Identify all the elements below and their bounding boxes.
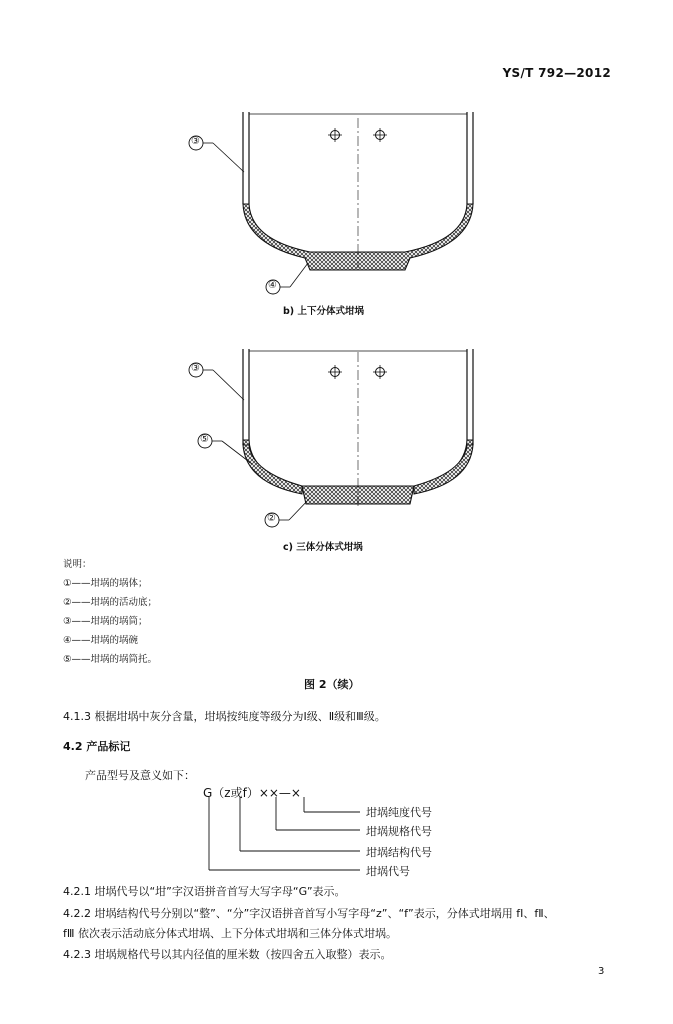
callout-c-support: ⑤	[200, 434, 209, 445]
legend-item: ①——坩埚的埚体；	[63, 578, 148, 589]
page-number: 3	[598, 966, 605, 977]
legend-item: ②——坩埚的活动底；	[63, 597, 158, 608]
figure-title: 图 2（续）	[304, 678, 360, 691]
legend-item: ⑤——坩埚的埚筒托。	[63, 654, 158, 665]
clause-4-2-2-line2: fⅢ 依次表示活动底分体式坩埚、上下分体式坩埚和三体分体式坩埚。	[63, 927, 397, 940]
model-label-crucible: 坩埚代号	[366, 865, 410, 878]
legend-title: 说明：	[63, 559, 92, 570]
legend-item: ④——坩埚的埚碗	[63, 635, 139, 646]
model-code-diagram	[209, 797, 360, 870]
clause-4-2-1: 4.2.1 坩埚代号以“坩”字汉语拼音首写大写字母“G”表示。	[63, 885, 346, 898]
callout-c-body: ③	[191, 363, 200, 374]
model-label-structure: 坩埚结构代号	[366, 846, 432, 859]
figure-b-caption: b) 上下分体式坩埚	[283, 306, 364, 317]
legend-item: ③——坩埚的埚筒；	[63, 616, 148, 627]
clause-4-2-2-line1: 4.2.2 坩埚结构代号分别以“整”、“分”字汉语拼音首写小写字母“z”、“f”表示，分体式坩埚用 fⅠ、fⅡ、	[63, 907, 555, 920]
callout-c-bottom: ②	[267, 513, 276, 524]
model-code: G（z或f）××—×	[203, 786, 301, 800]
clause-4-2-3: 4.2.3 坩埚规格代号以其内径值的厘米数（按四舍五入取整）表示。	[63, 948, 392, 961]
crucible-c-drawing	[189, 349, 473, 527]
clause-4-2-intro: 产品型号及意义如下：	[85, 769, 195, 782]
crucible-b-drawing	[189, 112, 473, 294]
clause-4-2-heading: 4.2 产品标记	[63, 740, 131, 753]
standard-number: YS/T 792—2012	[502, 66, 611, 80]
figure-c-caption: c) 三体分体式坩埚	[283, 542, 363, 553]
model-label-purity: 坩埚纯度代号	[366, 806, 432, 819]
callout-b-bowl: ④	[268, 280, 277, 291]
callout-b-body: ③	[191, 136, 200, 147]
clause-4-1-3: 4.1.3 根据坩埚中灰分含量，坩埚按纯度等级分为Ⅰ级、Ⅱ级和Ⅲ级。	[63, 710, 386, 723]
model-label-spec: 坩埚规格代号	[366, 825, 432, 838]
